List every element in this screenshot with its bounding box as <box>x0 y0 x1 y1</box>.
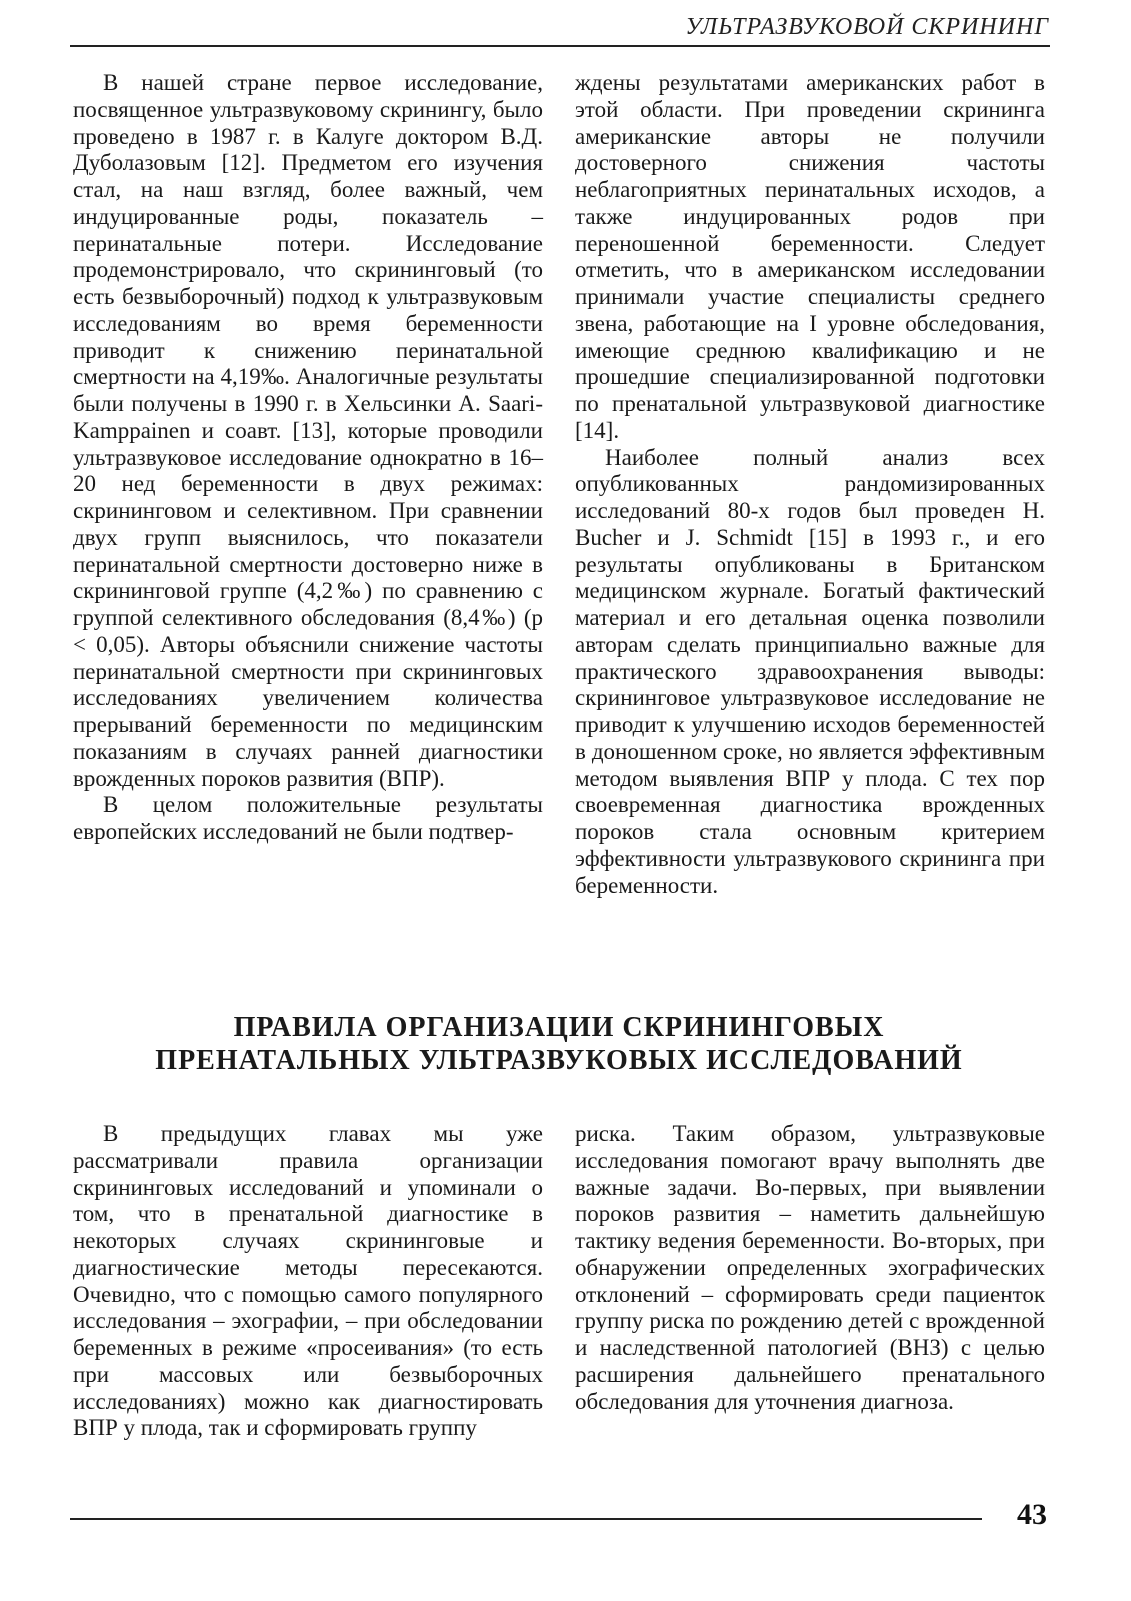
paragraph: В предыдущих главах мы уже рассматривали правила организации скрининговых исследований и упоминали о том, что в пренатальной диагностике в некоторых случаях скрининговые и диагностические методы пересекаются. Очевидно, что с помощью самого популярного исследования – эхографии, – при обследовании беременных в режиме «просеивания» (то есть при массовых или безвыборочных исследованиях) можно как диагностировать ВПР у плода, так и сформировать группу <box>73 1121 543 1441</box>
running-header: УЛЬТРАЗВУКОВОЙ СКРИНИНГ <box>685 14 1049 40</box>
section2-right-column <box>575 1121 1045 1415</box>
paragraph: В нашей стране первое исследование, посвященное ультразвуковому скринингу, было проведено в 1987 г. в Калуге доктором В.Д. Дуболазовым [12]. Предметом его изучения стал, на наш взгляд, более важный, чем индуцированные роды, показатель – перинатальные потери. Исследование продемонстрировало, что скрининговый (то есть безвыборочный) подход к ультразвуковым исследованиям во время беременности приводит к снижению перинатальной смертности на 4,19‰. Аналогичные результаты были получены в 1990 г. в Хельсинки A. Saari-Kamppainen и соавт. [13], которые проводили ультразвуковое исследование однократно в 16–20 нед беременности в двух режимах: скрининговом и селективном. При сравнении двух групп выяснилось, что показатели перинатальной смертности достоверно ниже в скрининговой группе (4,2‰) по сравнению с группой селективного обследования (8,4‰) (p < 0,05). Авторы объяснили снижение частоты перинатальной смертности при скрининговых исследованиях увеличением количества прерываний беременности по медицинским показаниям в случаях ранней диагностики врожденных пороков развития (ВПР). <box>73 70 543 791</box>
header-rule <box>70 45 1050 47</box>
section1-left-column <box>73 70 543 846</box>
section1-right-column <box>575 70 1045 899</box>
paragraph: риска. Таким образом, ультразвуковые исследования помогают врачу выполнять две важные задачи. Во-первых, при выявлении пороков развития – наметить дальнейшую тактику ведения беременности. Во-вторых, при обнаружении определенных эхографических отклонений – сформировать среди пациенток группу риска по рождению детей с врожденной и наследственной патологией (ВНЗ) с целью расширения дальнейшего пренатального обследования для уточнения диагноза. <box>575 1121 1045 1414</box>
section-title-line: ПРЕНАТАЛЬНЫХ УЛЬТРАЗВУКОВЫХ ИССЛЕДОВАНИЙ <box>155 1045 963 1076</box>
paragraph: Наиболее полный анализ всех опубликованных рандомизированных исследований 80-х годов был проведен H. Bucher и J. Schmidt [15] в 1993 г., и его результаты опубликованы в Британском медицинском журнале. Богатый фактический материал и его детальная оценка позволили авторам сделать принципиально важные для практического здравоохранения выводы: скрининговое ультразвуковое исследование не приводит к улучшению исходов беременностей в доношенном сроке, но является эффективным методом выявления ВПР у плода. С тех пор своевременная диагностика врожденных пороков стала основным критерием эффективности ультразвукового скрининга при беременности. <box>575 444 1045 898</box>
section2-left-column <box>73 1121 543 1442</box>
section-title-line: ПРАВИЛА ОРГАНИЗАЦИИ СКРИНИНГОВЫХ <box>233 1012 885 1043</box>
paragraph: В целом положительные результаты европейских исследований не были подтвер- <box>73 792 543 844</box>
section-title <box>73 1011 1045 1077</box>
footer-rule <box>70 1518 982 1520</box>
paragraph: ждены результатами американских работ в этой области. При проведении скрининга американские авторы не получили достоверного снижения частоты неблагоприятных перинатальных исходов, а также индуцированных родов при переношенной беременности. Следует отметить, что в американском исследовании принимали участие специалисты среднего звена, работающие на I уровне обследования, имеющие среднюю квалификацию и не прошедшие специализированной подготовки по пренатальной ультразвуковой диагностике [14]. <box>575 70 1045 443</box>
page-number: 43 <box>1017 1498 1047 1531</box>
